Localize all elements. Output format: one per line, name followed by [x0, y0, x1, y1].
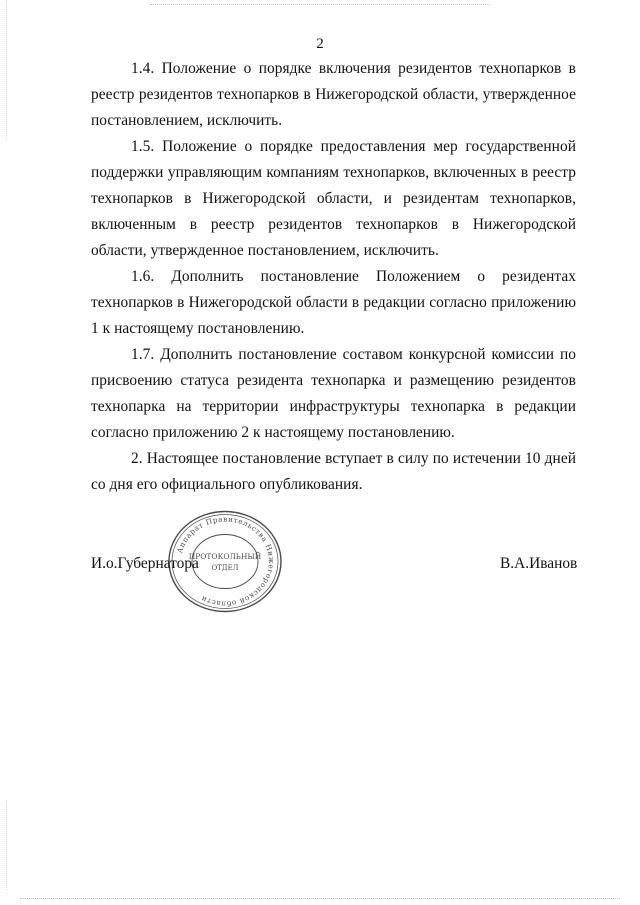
paragraph-1-5: 1.5. Положение о порядке предоставления мер государственной поддержки управляющим компаниям технопарков, включенных в реестр технопарков в Нижегородской области, и резидентам технопарков, включенным в реестр резидентов технопарков в Нижегородской области, утвержденное постановлением, исключить.: [91, 138, 576, 259]
paragraph-1-7: 1.7. Дополнить постановление составом конкурсной комиссии по присвоению статуса резидента технопарка и размещению резидентов технопарка на территории инфраструктуры технопарка в редакции согласно приложению 2 к настоящему постановлению.: [91, 346, 576, 441]
signatory-name: В.А.Иванов: [500, 555, 578, 572]
signatory-position: И.о.Губернатора: [91, 555, 199, 572]
scan-edge-left-lower: [6, 800, 7, 890]
paragraph-2: 2. Настоящее постановление вступает в силу по истечении 10 дней со дня его официального опубликования.: [91, 450, 576, 493]
document-body: [91, 56, 576, 498]
stamp-center-line1: ПРОТОКОЛЬНЫЙ: [188, 552, 262, 561]
paragraph-1-6: 1.6. Дополнить постановление Положением о резидентах технопарков в Нижегородской области в редакции согласно приложению 1 к настоящему постановлению.: [91, 268, 576, 337]
page-number: 2: [316, 36, 324, 52]
stamp-center-line2: ОТДЕЛ: [211, 564, 239, 572]
paragraph-1-4: 1.4. Положение о порядке включения резидентов технопарков в реестр резидентов технопарков в Нижегородской области, утвержденное постановлением, исключить.: [91, 60, 576, 129]
scan-edge-top: [150, 4, 490, 5]
stamp-ring-text: Аппарат Правительства Нижегородской области: [175, 514, 277, 609]
scan-edge-bottom: [20, 898, 620, 899]
scan-edge-left: [6, 0, 7, 140]
